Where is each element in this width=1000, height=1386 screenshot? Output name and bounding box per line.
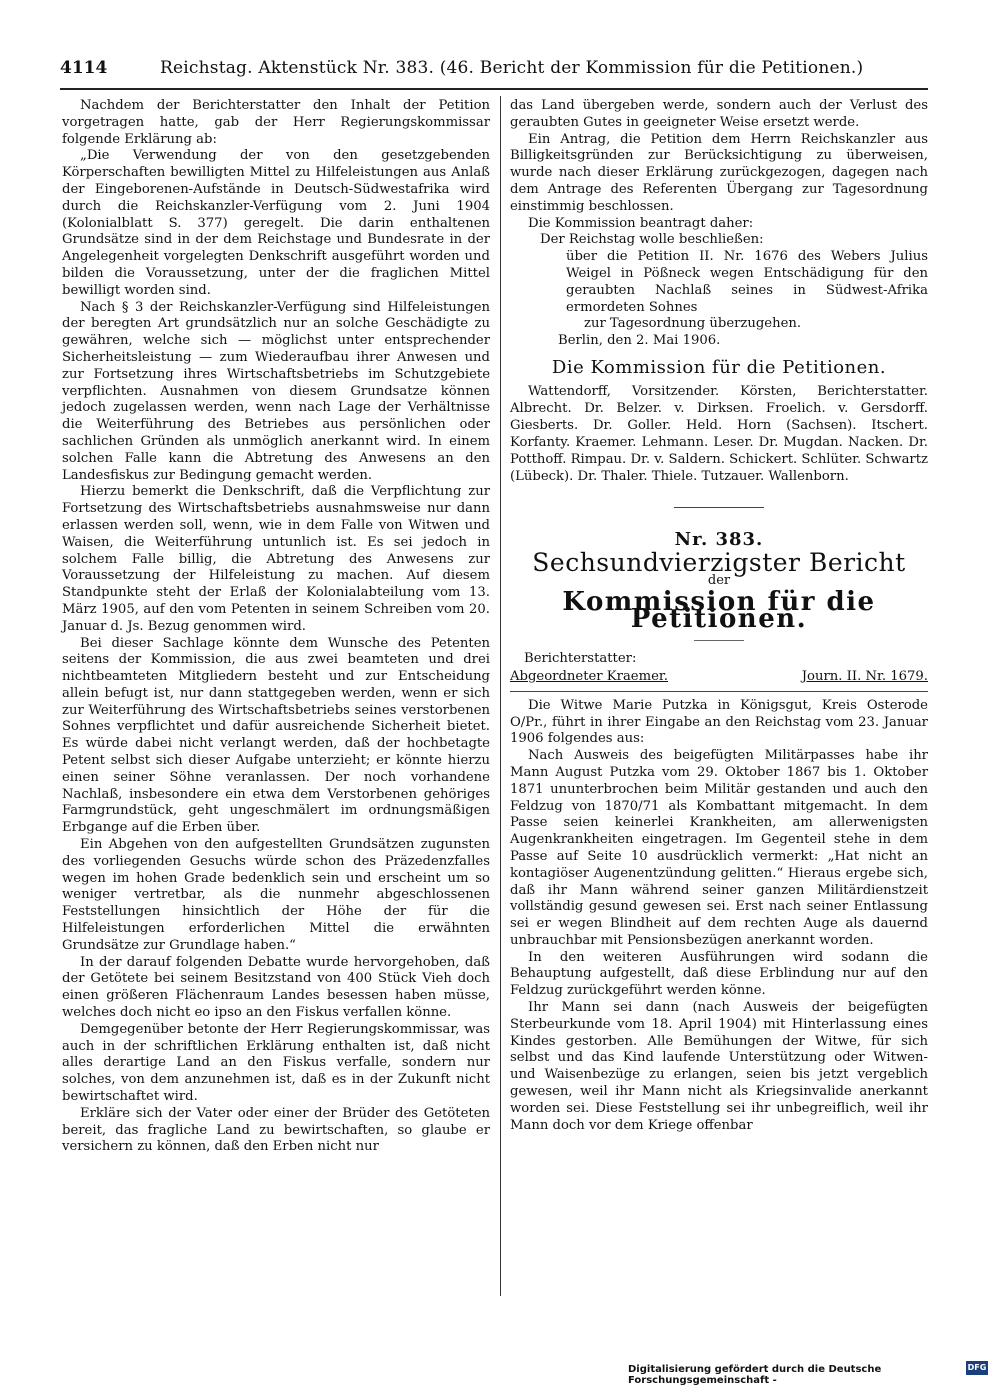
section-separator (674, 507, 764, 508)
paragraph: „Die Verwendung der von den gesetzgebenden Körperschaften bewilligten Mittel zu Hilfeleistungen aus Anlaß der Eingeborenen-Aufstände in Deutsch-Südwestafrika wird durch die Reichskanzler-Verfügung vom 2. Juni 1904 (Kolonialblatt S. 377) geregelt. Die darin enthaltenen Grundsätze sind in der dem Reichstage und Bundesrate in der Angelegenheit vorgelegten Denkschrift ausgeführt worden und bilden die Voraussetzung, unter der die fraglichen Mittel bewilligt worden sind. (62, 148, 490, 298)
paragraph: In den weiteren Ausführungen wird sodann die Behauptung aufgestellt, daß diese Erblindung nur auf den Feldzug zurückgeführt werden könne. (510, 949, 928, 999)
paragraph: Demgegenüber betonte der Herr Regierungskommissar, was auch in der schriftlichen Erklärung enthalten ist, daß nicht alles derartige Land an den Fiskus verfalle, sondern nur solches, von dem anzunehmen ist, daß es in der Zukunft nicht bewirtschaftet wird. (62, 1021, 490, 1105)
commission-heading: Kommission für die Petitionen. (562, 587, 876, 634)
paragraph: Nach § 3 der Reichskanzler-Verfügung sind Hilfeleistungen der beregten Art grundsätzlich nur an solche Geschädigte zu gewähren, welche sich — möglichst unter entsprechender Sicherheitsleistung — zum Wiederaufbau ihrer Anwesen und zur Fortsetzung ihres Wirtschaftsbetriebs im Schutzgebiete verpflichten. Ausnahmen von diesem Grundsatze können jedoch zugelassen werden, wenn nach Lage der Verhältnisse die Weiterführung des Betriebes aus persönlichen oder sachlichen Gründen als unmöglich anerkannt wird. In einem solchen Falle kann die Abtretung des Anwesens an den Landesfiskus zur Bedingung gemacht werden. (62, 299, 490, 483)
report-title: Sechsundvierzigster Bericht (532, 547, 906, 577)
page-header (60, 58, 940, 84)
paragraph: Ihr Mann sei dann (nach Ausweis der beigefügten Sterbeurkunde vom 18. April 1904) mit Hinterlassung eines Kindes gestorben. Alle Bemühungen der Witwe, für sich selbst und das Kind laufende Unterstützung oder Witwen- und Waisenbezüge zu erlangen, seien bis jetzt vergeblich gewesen, weil ihr Mann nicht als Kriegsinvalide anerkannt worden sei. Diese Feststellung sei ihr unbegreiflich, weil ihr Mann doch vor dem Kriege offenbar (510, 1000, 928, 1133)
header-rule (60, 88, 928, 90)
paragraph: Hierzu bemerkt die Denkschrift, daß die Verpflichtung zur Fortsetzung des Wirtschaftsbetriebs ausnahmsweise nur dann erlassen werden soll, wenn, wie in dem Falle von Witwen und Waisen, die Weiterführung untunlich ist. Es sei jedoch in solchem Falle billig, die Abtretung des Anwesens zur Voraussetzung der Hilfeleistung zu machen. Auf diesem Standpunkte steht der Erlaß der Kolonialabteilung vom 13. März 1905, auf den vom Petenten in seinem Schreiben vom 20. Januar d. Js. Bezug genommen wird. (62, 484, 490, 634)
paragraph: Ein Abgehen von den aufgestellten Grundsätzen zugunsten des vorliegenden Gesuchs würde schon des Präzedenzfalles wegen im hohen Grade bedenklich sein und erscheint um so weniger vertretbar, als die nunmehr abgeschlossenen Feststellungen hinsichtlich der Höhe der für die Hilfeleistungen erforderlichen Mittel die erwähnten Grundsätze zur Grundlage haben.“ (62, 837, 490, 953)
paragraph: In der darauf folgenden Debatte wurde hervorgehoben, daß der Getötete bei seinem Besitzstand von 400 Stück Vieh doch einen größeren Flächenraum Landes besessen haben müsse, welches doch nicht eo ipso an den Fiskus verfallen könne. (62, 954, 490, 1021)
short-separator (694, 640, 744, 641)
reporter-label: Berichterstatter: (524, 650, 637, 666)
paragraph: Ein Antrag, die Petition dem Herrn Reichskanzler aus Billigkeitsgründen zur Berücksichtigung zu überweisen, wurde nach dieser Erklärung zurückgezogen, dagegen nach dem Antrage des Referenten Übergang zur Tagesordnung einstimmig beschlossen. (510, 131, 928, 214)
motion-resolve: Der Reichstag wolle beschließen: (540, 232, 764, 248)
paragraph: Die Witwe Marie Putzka in Königsgut, Kreis Osterode O/Pr., führt in ihrer Eingabe an den Reichstag vom 23. Januar 1906 folgendes aus: (510, 697, 928, 747)
paragraph: das Land übergeben werde, sondern auch der Verlust des geraubten Gutes in geeigneter Weise ersetzt werde. (510, 98, 928, 130)
title-connector: der (707, 573, 731, 589)
reporter-block (510, 651, 928, 689)
right-column (510, 98, 928, 1134)
left-column (62, 98, 490, 1156)
motion-text: über die Petition II. Nr. 1676 des Webers Julius Weigel in Pößneck wegen Entschädigung für den geraubten Nachlaß seines in Südwest-Afrika ermordeten Sohnes (566, 249, 928, 315)
column-divider (500, 96, 501, 1296)
document-number: Nr. 383. (674, 528, 764, 550)
paragraph: Nachdem der Berichterstatter den Inhalt der Petition vorgetragen hatte, gab der Herr Regierungskommissar folgende Erklärung ab: (62, 98, 490, 147)
commission-title: Die Kommission für die Petitionen. (551, 356, 887, 378)
motion-intro: Die Kommission beantragt daher: (528, 215, 754, 231)
paragraph: Bei dieser Sachlage könnte dem Wunsche des Petenten seitens der Kommission, die aus zwei beamteten und drei nichtbeamteten Mitgliedern besteht und zur Entscheidung allein befugt ist, nur dann stattgegeben werden, wenn er sich zur Weiterführung des Wirtschaftsbetriebs seines verstorbenen Sohnes verpflichtet und dafür ausreichende Sicherheit bietet. Es würde dabei nicht verlangt werden, daß der hochbetagte Petent selbst sich dieser Aufgabe unterzieht; er könnte hierzu einen seiner Söhne veranlassen. Der noch vorhandene Nachlaß, insbesondere ein etwa dem Verstorbenen gehöriges Farmgrundstück, geht ungeschmälert im ordnungsmäßigen Erbgange auf die Erben über. (62, 635, 490, 836)
journal-number: Journ. II. Nr. 1679. (801, 668, 928, 684)
footer-credit: Digitalisierung gefördert durch die Deutsche Forschungsgemeinschaft - (628, 1364, 882, 1386)
motion-end: zur Tagesordnung überzugehen. (584, 316, 802, 332)
running-title: Reichstag. Aktenstück Nr. 383. (46. Bericht der Kommission für die Petitionen.) (160, 58, 864, 78)
reporter-name: Abgeordneter Kraemer. (510, 668, 668, 684)
page-number: 4114 (60, 58, 108, 78)
date-line: Berlin, den 2. Mai 1906. (558, 333, 721, 349)
paragraph: Erkläre sich der Vater oder einer der Brüder des Getöteten bereit, das fragliche Land zu bewirtschaften, so glaube er versichern zu können, daß den Erben nicht nur (62, 1105, 490, 1155)
dfg-logo: DFG (966, 1361, 988, 1375)
reporter-rule (510, 691, 928, 692)
commission-members: Wattendorff, Vorsitzender. Körsten, Berichterstatter. Albrecht. Dr. Belzer. v. Dirksen. Froelich. v. Gersdorff. Giesberts. Dr. Goller. Held. Horn (Sachsen). Itschert. Korfanty. Kraemer. Lehmann. Leser. Dr. Mugdan. Nacken. Dr. Potthoff. Rimpau. Dr. v. Saldern. Schickert. Schlüter. Schwartz (Lübeck). Dr. Thaler. Thiele. Tutzauer. Wallenborn. (510, 383, 928, 484)
paragraph: Nach Ausweis des beigefügten Militärpasses habe ihr Mann August Putzka vom 29. Oktober 1867 bis 1. Oktober 1871 ununterbrochen beim Militär gestanden und auch den Feldzug von 1870/71 als Kombattant mitgemacht. In dem Passe seien keinerlei Krankheiten, am allerwenigsten Augenkrankheiten eingetragen. Im Gegenteil stehe in dem Passe auf Seite 10 ausdrücklich vermerkt: „Hat nicht an kontagiöser Augenentzündung gelitten.“ Hieraus ergebe sich, daß ihr Mann während seiner ganzen Militärdienstzeit vollständig gesund gewesen sei. Erst nach seiner Entlassung sei er wegen Blindheit auf dem rechten Auge als dauernd unbrauchbar mit Pensionsbezügen anerkannt worden. (510, 748, 928, 948)
